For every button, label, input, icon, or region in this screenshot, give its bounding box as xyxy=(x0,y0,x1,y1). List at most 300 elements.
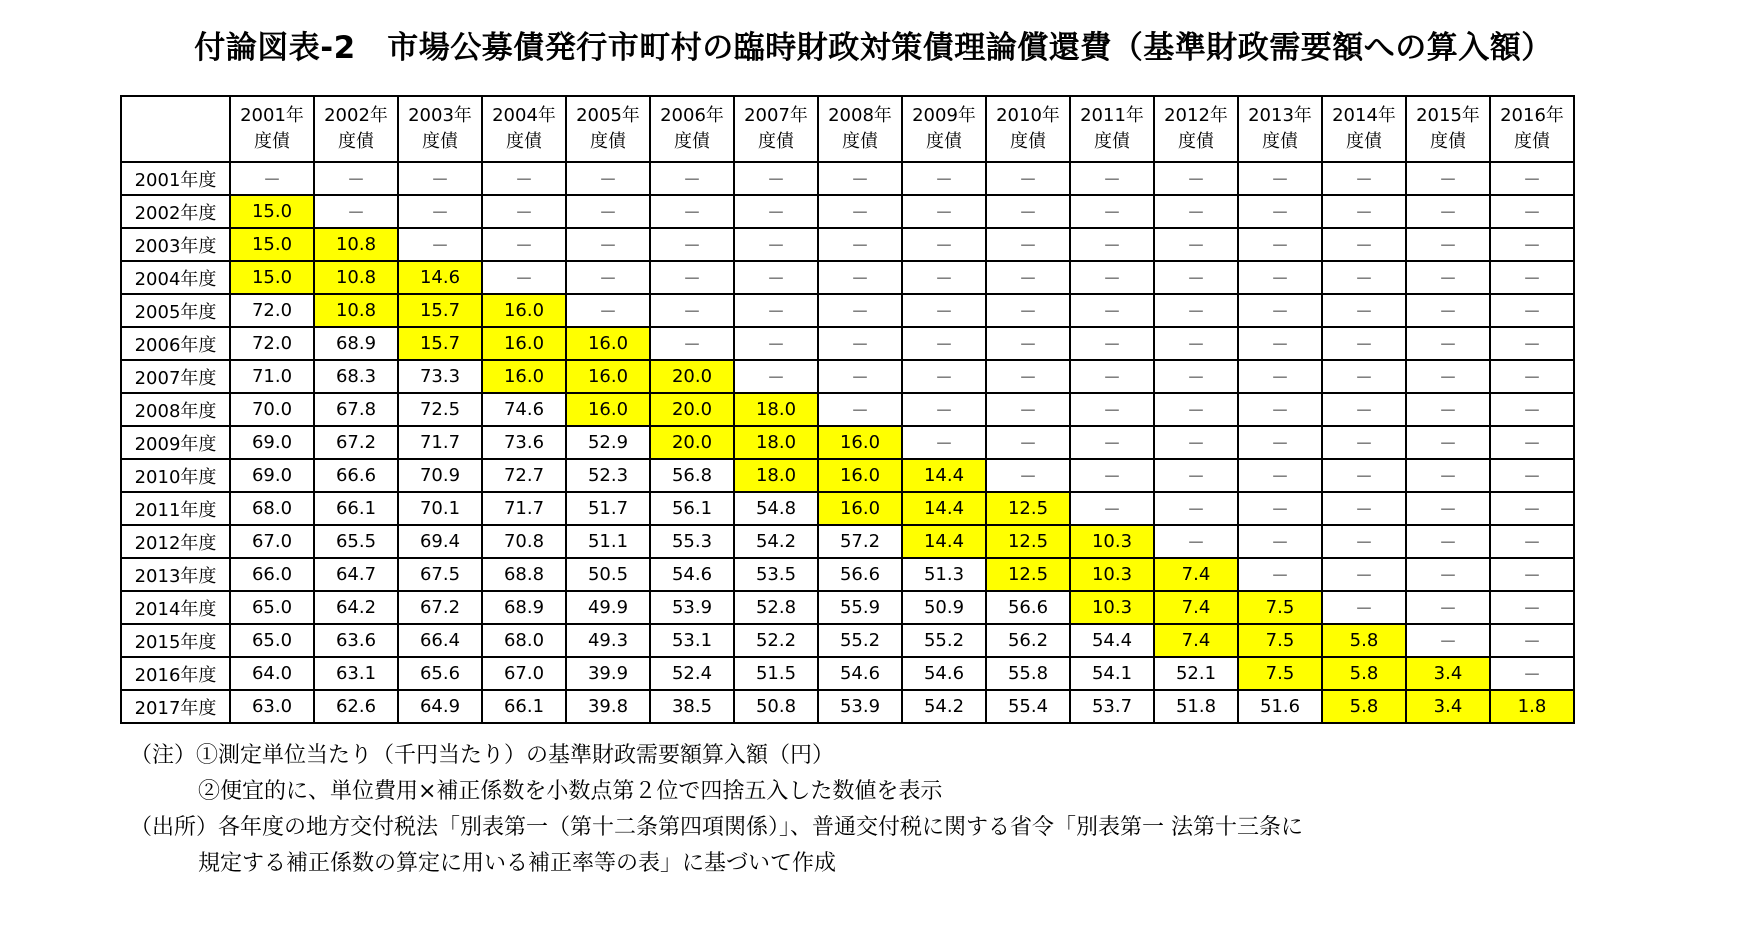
table-cell: 55.2 xyxy=(902,624,986,657)
table-cell: － xyxy=(1406,393,1490,426)
highlighted-cell: 15.0 xyxy=(230,195,314,228)
table-cell: 65.5 xyxy=(314,525,398,558)
table-cell: 56.6 xyxy=(818,558,902,591)
table-cell: 70.0 xyxy=(230,393,314,426)
table-cell: － xyxy=(1490,360,1574,393)
highlighted-cell: 12.5 xyxy=(986,492,1070,525)
highlighted-cell: 15.7 xyxy=(398,294,482,327)
row-label: 2017年度 xyxy=(121,690,230,723)
table-cell: － xyxy=(314,195,398,228)
table-cell: － xyxy=(818,195,902,228)
highlighted-cell: 16.0 xyxy=(566,393,650,426)
column-header xyxy=(986,96,1070,162)
column-header-year: 2004年 xyxy=(492,105,556,126)
table-cell: － xyxy=(1490,459,1574,492)
table-cell: － xyxy=(650,195,734,228)
highlighted-cell: 16.0 xyxy=(818,459,902,492)
table-cell: － xyxy=(734,195,818,228)
table-cell: － xyxy=(818,393,902,426)
source-2: 規定する補正係数の算定に用いる補正率等の表」に基づいて作成 xyxy=(198,851,837,876)
table-cell: － xyxy=(650,228,734,261)
table-cell: － xyxy=(1154,492,1238,525)
table-cell: － xyxy=(818,360,902,393)
table-cell: － xyxy=(902,162,986,195)
table-cell: 62.6 xyxy=(314,690,398,723)
highlighted-cell: 20.0 xyxy=(650,393,734,426)
highlighted-cell: 18.0 xyxy=(734,459,818,492)
table-cell: 54.1 xyxy=(1070,657,1154,690)
table-cell: － xyxy=(986,327,1070,360)
highlighted-cell: 15.0 xyxy=(230,261,314,294)
table-cell: － xyxy=(1490,624,1574,657)
row-label: 2006年度 xyxy=(121,327,230,360)
highlighted-cell: 10.3 xyxy=(1070,525,1154,558)
highlighted-cell: 15.7 xyxy=(398,327,482,360)
column-header xyxy=(650,96,734,162)
table-cell: 52.8 xyxy=(734,591,818,624)
table-cell: － xyxy=(902,393,986,426)
column-header xyxy=(1490,96,1574,162)
table-cell: － xyxy=(734,294,818,327)
table-cell: 53.5 xyxy=(734,558,818,591)
table-cell: － xyxy=(1322,591,1406,624)
table-cell: － xyxy=(1238,327,1322,360)
table-cell: － xyxy=(1070,228,1154,261)
highlighted-cell: 18.0 xyxy=(734,426,818,459)
table-cell: － xyxy=(1238,459,1322,492)
highlighted-cell: 5.8 xyxy=(1322,690,1406,723)
table-cell: 49.9 xyxy=(566,591,650,624)
table-cell: 50.9 xyxy=(902,591,986,624)
row-label: 2002年度 xyxy=(121,195,230,228)
column-header xyxy=(314,96,398,162)
table-cell: － xyxy=(1322,393,1406,426)
column-header xyxy=(1322,96,1406,162)
table-cell: 74.6 xyxy=(482,393,566,426)
corner-cell xyxy=(121,96,230,162)
table-cell: 67.2 xyxy=(314,426,398,459)
table-row xyxy=(121,624,1574,657)
table-cell: － xyxy=(1322,525,1406,558)
table-cell: － xyxy=(986,360,1070,393)
highlighted-cell: 16.0 xyxy=(482,360,566,393)
highlighted-cell: 5.8 xyxy=(1322,657,1406,690)
table-cell: － xyxy=(1490,525,1574,558)
table-cell: － xyxy=(1406,360,1490,393)
table-cell: 69.0 xyxy=(230,426,314,459)
table-cell: － xyxy=(1322,162,1406,195)
table-cell: 70.9 xyxy=(398,459,482,492)
table-cell: 67.0 xyxy=(230,525,314,558)
table-cell: 56.2 xyxy=(986,624,1070,657)
table-cell: 50.5 xyxy=(566,558,650,591)
table-cell: － xyxy=(902,294,986,327)
table-cell: 55.9 xyxy=(818,591,902,624)
table-cell: － xyxy=(230,162,314,195)
table-cell: － xyxy=(1154,393,1238,426)
table-cell: － xyxy=(1238,558,1322,591)
table-cell: － xyxy=(986,162,1070,195)
table-cell: － xyxy=(566,294,650,327)
note-1: （注）①測定単位当たり（千円当たり）の基準財政需要額算入額（円） xyxy=(130,743,835,768)
table-cell: 68.8 xyxy=(482,558,566,591)
table-row xyxy=(121,162,1574,195)
table-cell: 72.5 xyxy=(398,393,482,426)
table-cell: 54.4 xyxy=(1070,624,1154,657)
notes xyxy=(130,738,1303,882)
table-cell: 63.0 xyxy=(230,690,314,723)
table-cell: － xyxy=(734,228,818,261)
table-cell: － xyxy=(986,228,1070,261)
table-cell: － xyxy=(1322,294,1406,327)
table-row xyxy=(121,228,1574,261)
table-cell: － xyxy=(1238,360,1322,393)
table-cell: － xyxy=(1406,558,1490,591)
table-cell: 65.0 xyxy=(230,591,314,624)
table-cell: － xyxy=(1490,657,1574,690)
column-header-year: 2003年 xyxy=(408,105,472,126)
column-header-year: 2011年 xyxy=(1080,105,1144,126)
highlighted-cell: 14.4 xyxy=(902,492,986,525)
table-cell: － xyxy=(1238,426,1322,459)
table-cell: － xyxy=(482,195,566,228)
column-header-year: 2016年 xyxy=(1500,105,1564,126)
table-cell: 53.1 xyxy=(650,624,734,657)
table-cell: － xyxy=(1154,525,1238,558)
row-label: 2014年度 xyxy=(121,591,230,624)
table-cell: 68.0 xyxy=(230,492,314,525)
table-cell: 65.0 xyxy=(230,624,314,657)
table-row xyxy=(121,525,1574,558)
table-cell: － xyxy=(734,360,818,393)
table-cell: 55.4 xyxy=(986,690,1070,723)
table-cell: 70.8 xyxy=(482,525,566,558)
table-cell: 71.7 xyxy=(398,426,482,459)
table-cell: － xyxy=(986,261,1070,294)
table-cell: － xyxy=(566,195,650,228)
highlighted-cell: 5.8 xyxy=(1322,624,1406,657)
highlighted-cell: 7.5 xyxy=(1238,657,1322,690)
column-header-suffix: 度債 xyxy=(1346,131,1382,152)
table-cell: 51.5 xyxy=(734,657,818,690)
table-cell: － xyxy=(1238,492,1322,525)
table-cell: － xyxy=(1154,162,1238,195)
table-cell: 63.1 xyxy=(314,657,398,690)
table-row xyxy=(121,657,1574,690)
table-cell: － xyxy=(650,294,734,327)
table-cell: － xyxy=(1406,327,1490,360)
table-cell: － xyxy=(1406,162,1490,195)
table-cell: － xyxy=(1238,261,1322,294)
table-cell: － xyxy=(1154,426,1238,459)
column-header xyxy=(482,96,566,162)
column-header-year: 2013年 xyxy=(1248,105,1312,126)
column-header-year: 2009年 xyxy=(912,105,976,126)
table-cell: 72.7 xyxy=(482,459,566,492)
table-cell: － xyxy=(1490,195,1574,228)
table-cell: 72.0 xyxy=(230,294,314,327)
column-header-suffix: 度債 xyxy=(758,131,794,152)
row-label: 2016年度 xyxy=(121,657,230,690)
highlighted-cell: 3.4 xyxy=(1406,657,1490,690)
column-header-suffix: 度債 xyxy=(422,131,458,152)
table-cell: － xyxy=(734,327,818,360)
column-header xyxy=(902,96,986,162)
table-cell: － xyxy=(1154,261,1238,294)
table-cell: － xyxy=(818,228,902,261)
highlighted-cell: 10.8 xyxy=(314,261,398,294)
highlighted-cell: 14.4 xyxy=(902,459,986,492)
table-cell: － xyxy=(1070,294,1154,327)
row-label: 2010年度 xyxy=(121,459,230,492)
table-cell: － xyxy=(1322,261,1406,294)
row-label: 2007年度 xyxy=(121,360,230,393)
table-cell: － xyxy=(1406,459,1490,492)
table-cell: 67.5 xyxy=(398,558,482,591)
highlighted-cell: 14.4 xyxy=(902,525,986,558)
table-cell: 65.6 xyxy=(398,657,482,690)
column-header-year: 2008年 xyxy=(828,105,892,126)
table-cell: － xyxy=(818,294,902,327)
table-cell: － xyxy=(398,162,482,195)
highlighted-cell: 10.8 xyxy=(314,228,398,261)
table-cell: － xyxy=(1406,591,1490,624)
table-cell: 55.8 xyxy=(986,657,1070,690)
highlighted-cell: 10.3 xyxy=(1070,558,1154,591)
column-header-suffix: 度債 xyxy=(338,131,374,152)
table-cell: 39.8 xyxy=(566,690,650,723)
highlighted-cell: 16.0 xyxy=(818,492,902,525)
highlighted-cell: 18.0 xyxy=(734,393,818,426)
table-cell: 54.6 xyxy=(818,657,902,690)
table-cell: － xyxy=(1490,492,1574,525)
column-header-suffix: 度債 xyxy=(590,131,626,152)
highlighted-cell: 12.5 xyxy=(986,558,1070,591)
table-cell: － xyxy=(1406,492,1490,525)
table-cell: － xyxy=(902,228,986,261)
table-cell: － xyxy=(986,459,1070,492)
column-header xyxy=(734,96,818,162)
table-cell: － xyxy=(1490,228,1574,261)
table-cell: － xyxy=(1070,393,1154,426)
table-cell: － xyxy=(986,426,1070,459)
note-2: ②便宜的に、単位費用×補正係数を小数点第２位で四捨五入した数値を表示 xyxy=(198,779,943,804)
highlighted-cell: 15.0 xyxy=(230,228,314,261)
table-row xyxy=(121,195,1574,228)
table-row xyxy=(121,426,1574,459)
table-cell: 52.4 xyxy=(650,657,734,690)
table-cell: － xyxy=(1322,327,1406,360)
table-cell: － xyxy=(1070,426,1154,459)
table-cell: 39.9 xyxy=(566,657,650,690)
table-cell: － xyxy=(818,261,902,294)
table-cell: 51.7 xyxy=(566,492,650,525)
table-cell: 53.9 xyxy=(818,690,902,723)
table-cell: － xyxy=(1322,492,1406,525)
table-cell: 68.9 xyxy=(482,591,566,624)
table-cell: － xyxy=(1490,426,1574,459)
table-cell: － xyxy=(1154,294,1238,327)
column-header-suffix: 度債 xyxy=(1094,131,1130,152)
table-cell: － xyxy=(1154,459,1238,492)
table-cell: － xyxy=(650,327,734,360)
column-header xyxy=(1070,96,1154,162)
table-cell: － xyxy=(1070,459,1154,492)
table-body xyxy=(121,162,1574,723)
table-cell: － xyxy=(566,228,650,261)
source-1: （出所）各年度の地方交付税法「別表第一（第十二条第四項関係）」、普通交付税に関する省令「別表第一 法第十三条に xyxy=(130,815,1303,840)
table-cell: 71.7 xyxy=(482,492,566,525)
table-row xyxy=(121,591,1574,624)
table-cell: － xyxy=(1406,426,1490,459)
table-cell: 54.6 xyxy=(650,558,734,591)
table-cell: 66.6 xyxy=(314,459,398,492)
table-cell: 56.8 xyxy=(650,459,734,492)
column-header-suffix: 度債 xyxy=(926,131,962,152)
table-cell: 67.0 xyxy=(482,657,566,690)
table-cell: 49.3 xyxy=(566,624,650,657)
highlighted-cell: 20.0 xyxy=(650,426,734,459)
table-cell: 52.3 xyxy=(566,459,650,492)
table-cell: － xyxy=(1490,162,1574,195)
column-header-year: 2015年 xyxy=(1416,105,1480,126)
table-cell: － xyxy=(1238,294,1322,327)
table-row xyxy=(121,459,1574,492)
row-label: 2009年度 xyxy=(121,426,230,459)
header-row xyxy=(121,96,1574,162)
table-cell: 51.8 xyxy=(1154,690,1238,723)
row-label: 2004年度 xyxy=(121,261,230,294)
table-cell: 64.2 xyxy=(314,591,398,624)
row-label: 2003年度 xyxy=(121,228,230,261)
column-header-suffix: 度債 xyxy=(506,131,542,152)
table-cell: 66.1 xyxy=(314,492,398,525)
table-cell: － xyxy=(1238,162,1322,195)
table-cell: 64.7 xyxy=(314,558,398,591)
column-header-suffix: 度債 xyxy=(1178,131,1214,152)
table-cell: － xyxy=(398,228,482,261)
table-cell: － xyxy=(482,228,566,261)
table-cell: 70.1 xyxy=(398,492,482,525)
table-cell: 54.2 xyxy=(734,525,818,558)
column-header-year: 2010年 xyxy=(996,105,1060,126)
column-header-suffix: 度債 xyxy=(1430,131,1466,152)
column-header-year: 2001年 xyxy=(240,105,304,126)
table-cell: 56.1 xyxy=(650,492,734,525)
table-cell: 51.6 xyxy=(1238,690,1322,723)
table-cell: － xyxy=(1406,195,1490,228)
table-cell: － xyxy=(1070,492,1154,525)
table-cell: － xyxy=(1406,261,1490,294)
table-cell: － xyxy=(902,327,986,360)
table-cell: － xyxy=(1238,393,1322,426)
table-cell: － xyxy=(398,195,482,228)
row-label: 2008年度 xyxy=(121,393,230,426)
table-cell: － xyxy=(1406,294,1490,327)
table-cell: － xyxy=(1238,525,1322,558)
table-cell: 69.4 xyxy=(398,525,482,558)
table-cell: 66.1 xyxy=(482,690,566,723)
highlighted-cell: 10.8 xyxy=(314,294,398,327)
table-cell: － xyxy=(1490,558,1574,591)
table-row xyxy=(121,327,1574,360)
table-cell: － xyxy=(1154,228,1238,261)
table-cell: 71.0 xyxy=(230,360,314,393)
highlighted-cell: 16.0 xyxy=(566,360,650,393)
column-header xyxy=(1238,96,1322,162)
table-cell: 50.8 xyxy=(734,690,818,723)
table-cell: － xyxy=(314,162,398,195)
column-header xyxy=(398,96,482,162)
column-header-year: 2006年 xyxy=(660,105,724,126)
highlighted-cell: 16.0 xyxy=(482,294,566,327)
table-cell: 56.6 xyxy=(986,591,1070,624)
row-label: 2012年度 xyxy=(121,525,230,558)
table-cell: 54.8 xyxy=(734,492,818,525)
column-header-suffix: 度債 xyxy=(254,131,290,152)
highlighted-cell: 10.3 xyxy=(1070,591,1154,624)
table-row xyxy=(121,492,1574,525)
highlighted-cell: 14.6 xyxy=(398,261,482,294)
table-cell: 73.3 xyxy=(398,360,482,393)
highlighted-cell: 7.4 xyxy=(1154,591,1238,624)
table-row xyxy=(121,360,1574,393)
column-header-suffix: 度債 xyxy=(1010,131,1046,152)
row-label: 2011年度 xyxy=(121,492,230,525)
table-cell: 53.7 xyxy=(1070,690,1154,723)
column-header-suffix: 度債 xyxy=(1262,131,1298,152)
column-header xyxy=(1154,96,1238,162)
table-cell: － xyxy=(986,195,1070,228)
table-row xyxy=(121,294,1574,327)
table-cell: 52.2 xyxy=(734,624,818,657)
highlighted-cell: 12.5 xyxy=(986,525,1070,558)
table-cell: 66.0 xyxy=(230,558,314,591)
table-cell: － xyxy=(1070,162,1154,195)
column-header-suffix: 度債 xyxy=(842,131,878,152)
table-cell: － xyxy=(1322,558,1406,591)
table-cell: 64.0 xyxy=(230,657,314,690)
table-cell: － xyxy=(1406,525,1490,558)
row-label: 2005年度 xyxy=(121,294,230,327)
table-cell: － xyxy=(902,261,986,294)
table-cell: 52.1 xyxy=(1154,657,1238,690)
table-cell: 55.3 xyxy=(650,525,734,558)
row-label: 2001年度 xyxy=(121,162,230,195)
table-cell: － xyxy=(1322,195,1406,228)
highlighted-cell: 16.0 xyxy=(818,426,902,459)
table-row xyxy=(121,690,1574,723)
table-cell: 69.0 xyxy=(230,459,314,492)
column-header-year: 2007年 xyxy=(744,105,808,126)
row-label: 2013年度 xyxy=(121,558,230,591)
table-row xyxy=(121,558,1574,591)
highlighted-cell: 7.4 xyxy=(1154,558,1238,591)
table-cell: － xyxy=(650,261,734,294)
highlighted-cell: 7.4 xyxy=(1154,624,1238,657)
table-cell: － xyxy=(482,261,566,294)
table-cell: 38.5 xyxy=(650,690,734,723)
column-header xyxy=(566,96,650,162)
table-cell: 72.0 xyxy=(230,327,314,360)
table-cell: 57.2 xyxy=(818,525,902,558)
table-cell: － xyxy=(1322,228,1406,261)
table-cell: － xyxy=(1070,195,1154,228)
table-cell: 68.9 xyxy=(314,327,398,360)
highlighted-cell: 7.5 xyxy=(1238,591,1322,624)
table-cell: － xyxy=(1406,228,1490,261)
table-cell: － xyxy=(902,360,986,393)
